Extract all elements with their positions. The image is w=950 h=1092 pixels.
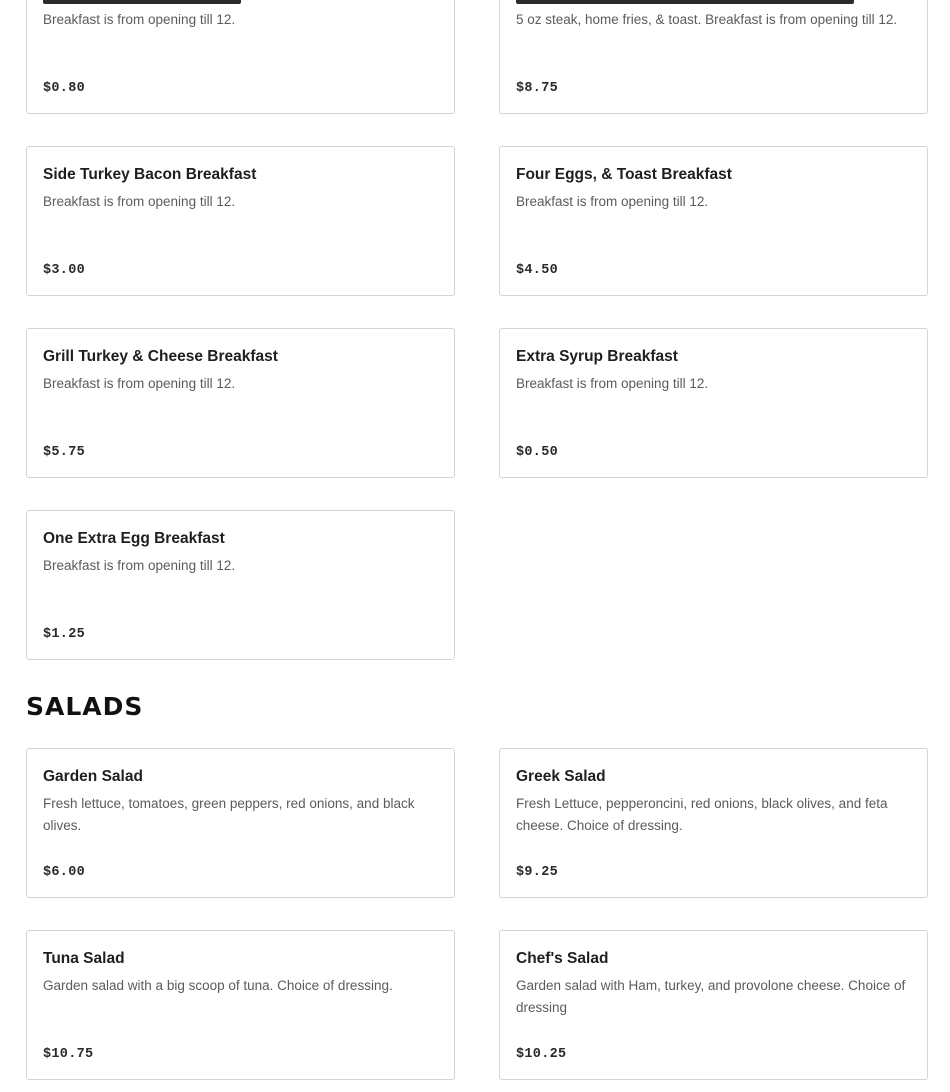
- menu-item-price: $10.75: [43, 1047, 94, 1062]
- breakfast-items-grid: [26, 0, 928, 660]
- menu-item-name: Chef's Salad: [516, 950, 609, 967]
- menu-item-description: Breakfast is from opening till 12.: [43, 12, 236, 27]
- menu-item-description: Breakfast is from opening till 12.: [43, 376, 236, 391]
- menu-item-description: Fresh Lettuce, pepperoncini, red onions, black olives, and feta cheese. Choice of dressing.: [516, 796, 888, 833]
- menu-item-price: $1.25: [43, 627, 86, 642]
- menu-item-description: Fresh lettuce, tomatoes, green peppers, red onions, and black olives.: [43, 796, 415, 833]
- clipped-text-fragment: [516, 0, 854, 4]
- menu-item-price: $5.75: [43, 445, 86, 460]
- menu-item-description: Garden salad with Ham, turkey, and provolone cheese. Choice of dressing: [516, 978, 906, 1015]
- menu-item-description: Breakfast is from opening till 12.: [516, 376, 709, 391]
- menu-item-name: Garden Salad: [43, 768, 143, 785]
- section-title-salads: SALADS: [26, 692, 144, 721]
- menu-item-card[interactable]: [499, 0, 928, 114]
- menu-item-card[interactable]: [26, 510, 455, 660]
- menu-item-description: Breakfast is from opening till 12.: [516, 194, 709, 209]
- clipped-text-fragment: [43, 0, 241, 4]
- menu-item-description: 5 oz steak, home fries, & toast. Breakfast is from opening till 12.: [516, 12, 898, 27]
- menu-item-card[interactable]: [499, 930, 928, 1080]
- clipped-item-name: [43, 0, 243, 4]
- clipped-item-name: [516, 0, 856, 4]
- menu-item-card[interactable]: [26, 328, 455, 478]
- menu-item-description: Breakfast is from opening till 12.: [43, 558, 236, 573]
- menu-item-price: $6.00: [43, 865, 86, 880]
- menu-item-card[interactable]: [26, 0, 455, 114]
- menu-item-name: Side Turkey Bacon Breakfast: [43, 166, 257, 183]
- menu-item-name: Tuna Salad: [43, 950, 125, 967]
- menu-item-card[interactable]: [26, 748, 455, 898]
- menu-item-name: Grill Turkey & Cheese Breakfast: [43, 348, 278, 365]
- menu-item-price: $9.25: [516, 865, 559, 880]
- menu-item-name: Greek Salad: [516, 768, 606, 785]
- menu-item-price: $4.50: [516, 263, 559, 278]
- menu-item-name: One Extra Egg Breakfast: [43, 530, 225, 547]
- menu-item-card[interactable]: [26, 930, 455, 1080]
- menu-item-card[interactable]: [499, 146, 928, 296]
- menu-item-price: $3.00: [43, 263, 86, 278]
- menu-item-price: $0.80: [43, 81, 86, 96]
- menu-item-price: $10.25: [516, 1047, 567, 1062]
- menu-item-card[interactable]: [26, 146, 455, 296]
- menu-item-name: Four Eggs, & Toast Breakfast: [516, 166, 732, 183]
- menu-item-description: Garden salad with a big scoop of tuna. Choice of dressing.: [43, 978, 393, 993]
- menu-item-card[interactable]: [499, 748, 928, 898]
- menu-item-card[interactable]: [499, 328, 928, 478]
- menu-item-price: $8.75: [516, 81, 559, 96]
- salads-items-grid: [26, 748, 928, 1080]
- menu-item-name: Extra Syrup Breakfast: [516, 348, 678, 365]
- menu-item-price: $0.50: [516, 445, 559, 460]
- menu-item-description: Breakfast is from opening till 12.: [43, 194, 236, 209]
